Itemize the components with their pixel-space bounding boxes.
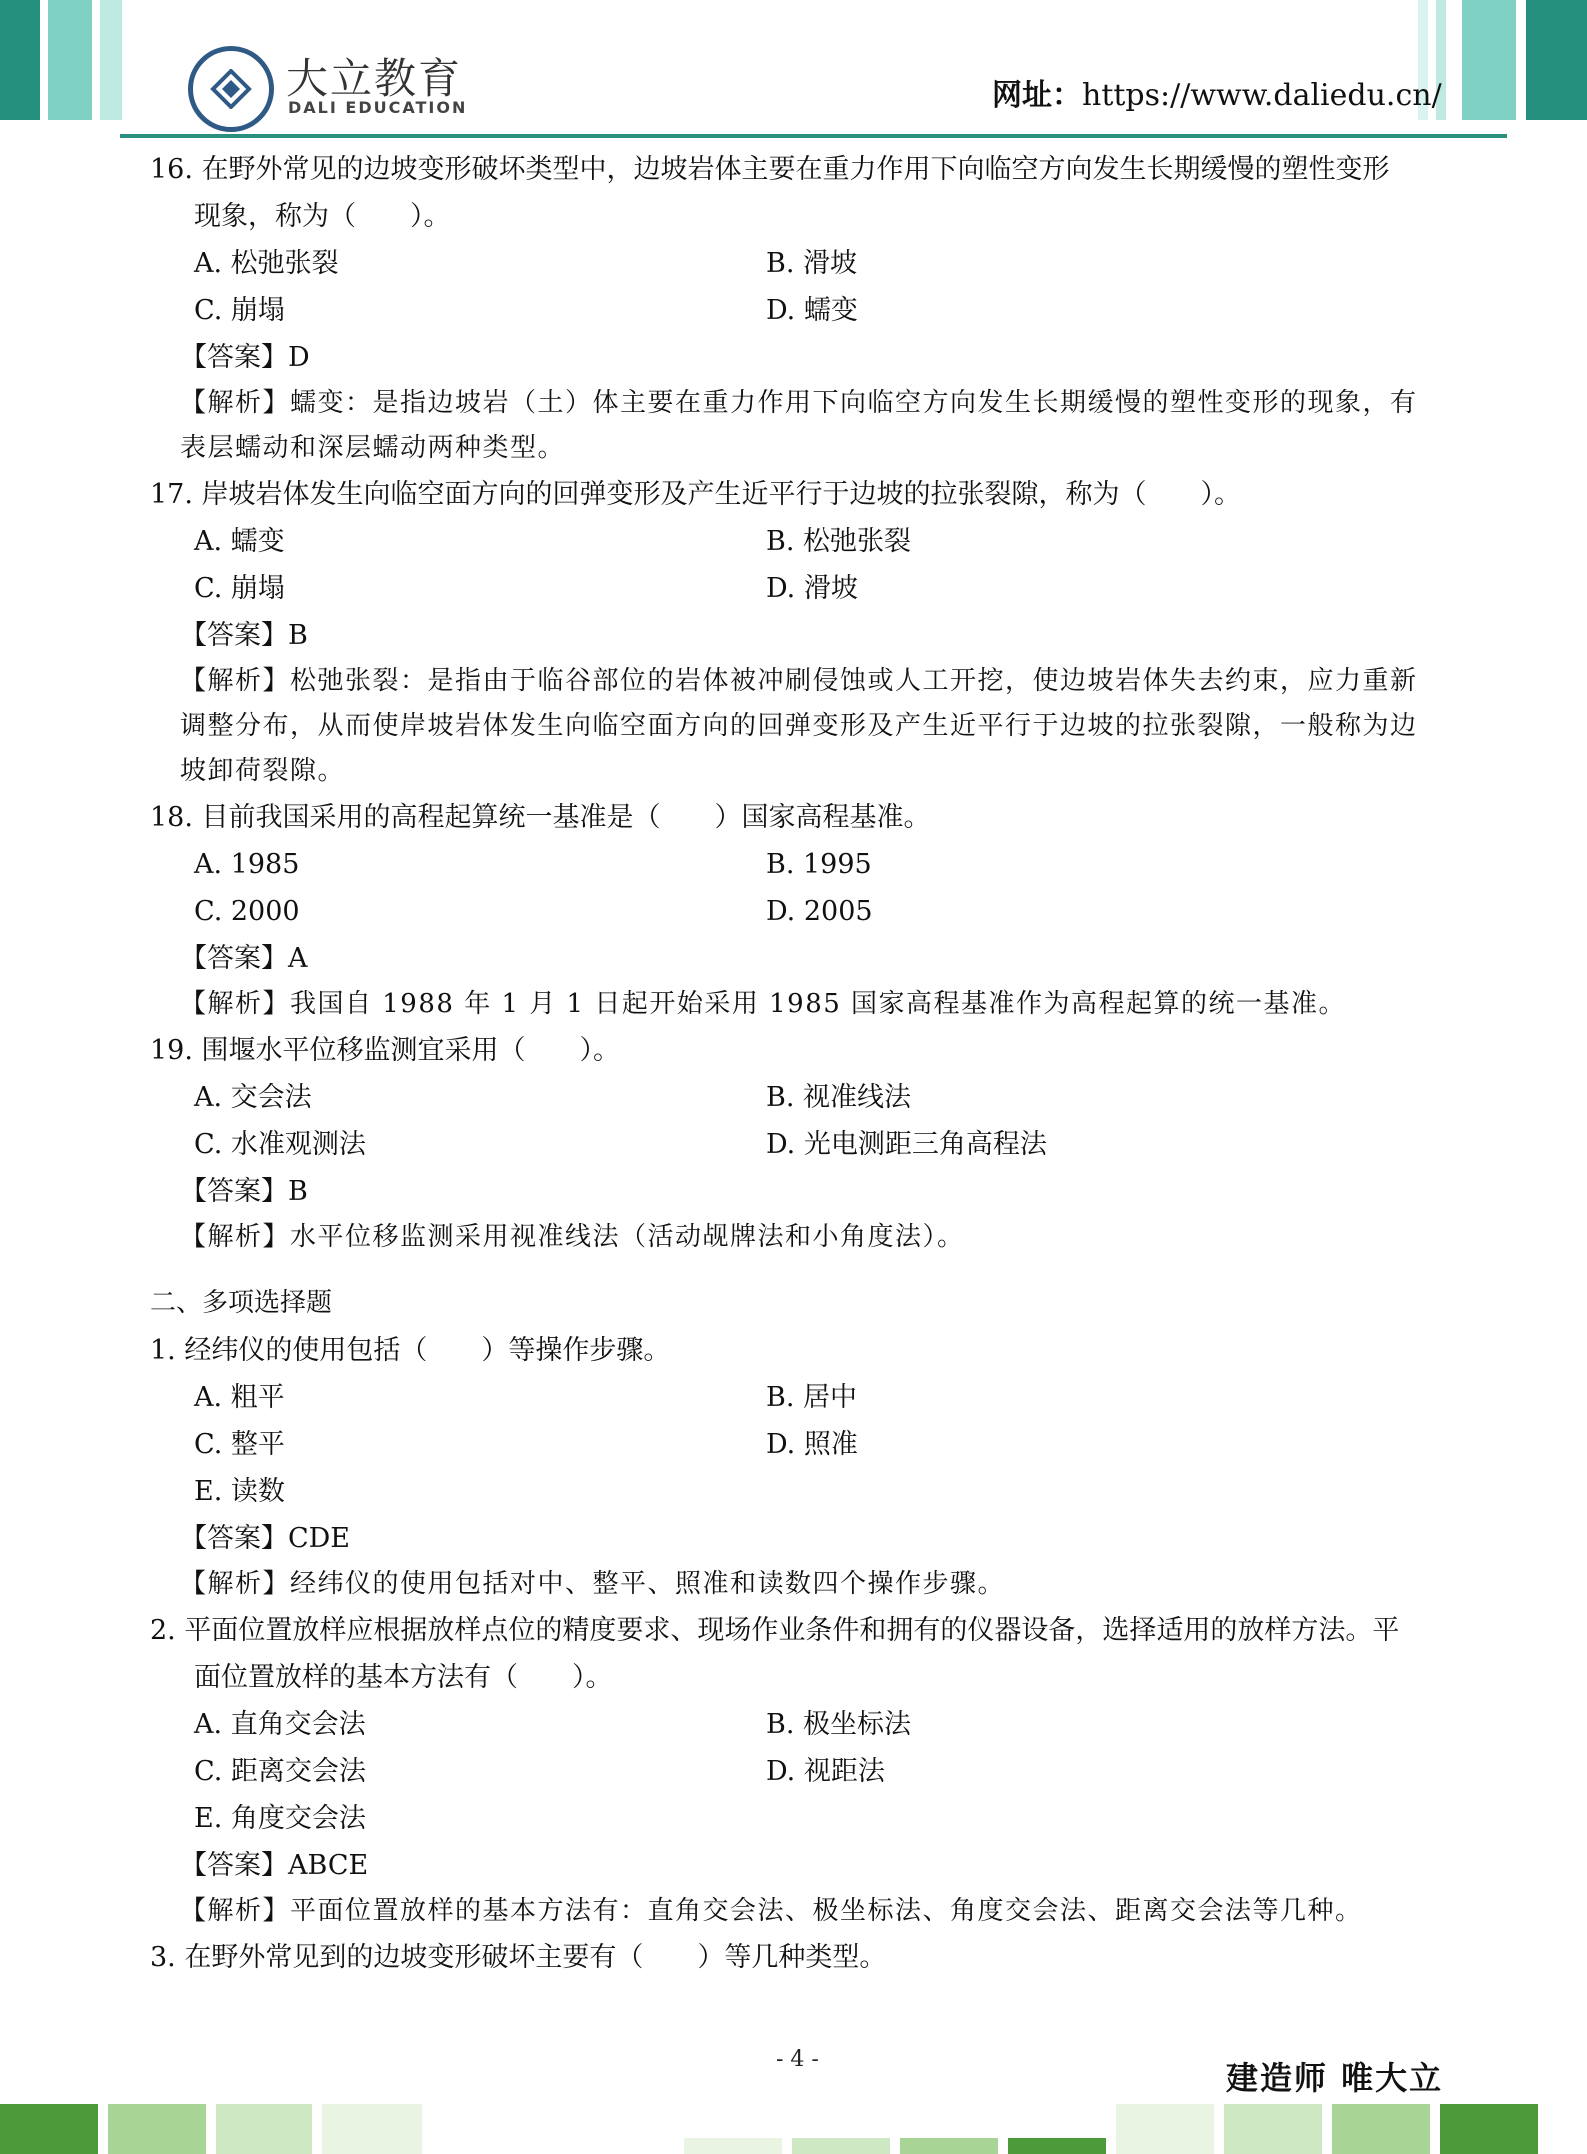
question-16-stem-line2: 现象，称为（ ）。 bbox=[194, 201, 451, 232]
logo-emblem-icon bbox=[209, 69, 253, 109]
option-a: A. 粗平 bbox=[194, 1382, 285, 1413]
header-stripe-left-3 bbox=[100, 0, 122, 120]
question-17-answer: 【答案】B bbox=[180, 620, 308, 651]
question-19-options-row2 bbox=[150, 1121, 1440, 1168]
header-stripe-left-2 bbox=[48, 0, 92, 120]
question-16-explanation-line2: 表层蠕动和深层蠕动两种类型。 bbox=[180, 433, 566, 463]
question-18-options-row2 bbox=[150, 888, 1440, 935]
option-c: C. 2000 bbox=[194, 896, 300, 927]
website-label: 网址： bbox=[992, 78, 1082, 113]
multi-question-1-options-row2 bbox=[150, 1421, 1440, 1468]
footer-block-6 bbox=[792, 2138, 890, 2154]
website-url[interactable]: https://www.daliedu.cn/ bbox=[1082, 78, 1442, 113]
option-b: B. 1995 bbox=[766, 849, 872, 880]
question-17-stem-line1: 17. 岸坡岩体发生向临空面方向的回弹变形及产生近平行于边坡的拉张裂隙，称为（ ）。 bbox=[150, 479, 1242, 510]
option-d: D. 光电测距三角高程法 bbox=[766, 1129, 1047, 1160]
footer-block-12 bbox=[1440, 2104, 1538, 2154]
option-d: D. 蠕变 bbox=[766, 295, 858, 326]
question-17-explanation-line3: 坡卸荷裂隙。 bbox=[180, 756, 346, 786]
multi-question-2-options-row1 bbox=[150, 1701, 1440, 1748]
multi-question-1-stem-line1: 1. 经纬仪的使用包括（ ）等操作步骤。 bbox=[150, 1335, 671, 1366]
option-d: D. 视距法 bbox=[766, 1756, 885, 1787]
option-b: B. 松弛张裂 bbox=[766, 526, 912, 557]
question-19-answer: 【答案】B bbox=[180, 1176, 308, 1207]
option-a: A. 直角交会法 bbox=[194, 1709, 366, 1740]
multi-question-2-explanation-line1: 【解析】平面位置放样的基本方法有：直角交会法、极坐标法、角度交会法、距离交会法等几种。 bbox=[180, 1896, 1363, 1926]
footer-block-1 bbox=[0, 2104, 98, 2154]
footer-block-5 bbox=[684, 2138, 782, 2154]
question-18-options-row1 bbox=[150, 841, 1440, 888]
page-number: - 4 - bbox=[776, 2047, 819, 2072]
question-19-explanation-line1: 【解析】水平位移监测采用视准线法（活动觇牌法和小角度法）。 bbox=[180, 1222, 965, 1252]
footer-block-2 bbox=[108, 2104, 206, 2154]
multi-question-2-stem-line1: 2. 平面位置放样应根据放样点位的精度要求、现场作业条件和拥有的仪器设备，选择适用的放样方法。平 bbox=[150, 1615, 1400, 1646]
header-stripe-left-1 bbox=[0, 0, 40, 120]
question-17-options-row1 bbox=[150, 518, 1440, 565]
footer-slogan: 建造师 唯大立 bbox=[1226, 2059, 1444, 2097]
option-c: C. 整平 bbox=[194, 1429, 285, 1460]
question-17-options-row2 bbox=[150, 565, 1440, 612]
footer-block-11 bbox=[1332, 2104, 1430, 2154]
option-b: B. 滑坡 bbox=[766, 248, 858, 279]
question-16-options-row2 bbox=[150, 287, 1440, 334]
question-19-stem-line1: 19. 围堰水平位移监测宜采用（ ）。 bbox=[150, 1035, 621, 1066]
header-stripe-right-4 bbox=[1526, 0, 1587, 120]
header-rule bbox=[120, 134, 1507, 138]
question-16-explanation-line1: 【解析】蠕变：是指边坡岩（土）体主要在重力作用下向临空方向发生长期缓慢的塑性变形的现象，有 bbox=[180, 388, 1418, 418]
option-c: C. 水准观测法 bbox=[194, 1129, 366, 1160]
multi-question-1-options-row1 bbox=[150, 1374, 1440, 1421]
option-a: A. 交会法 bbox=[194, 1082, 312, 1113]
multi-question-2-stem-line2: 面位置放样的基本方法有（ ）。 bbox=[194, 1662, 613, 1693]
option-c: C. 崩塌 bbox=[194, 295, 285, 326]
option-c: C. 崩塌 bbox=[194, 573, 285, 604]
question-16-answer: 【答案】D bbox=[180, 342, 310, 373]
option-e: E. 角度交会法 bbox=[194, 1803, 366, 1834]
option-b: B. 居中 bbox=[766, 1382, 858, 1413]
multi-question-2-options-row3 bbox=[150, 1795, 1440, 1842]
multi-question-1-answer: 【答案】CDE bbox=[180, 1523, 351, 1554]
question-17-explanation-line1: 【解析】松弛张裂：是指由于临谷部位的岩体被冲刷侵蚀或人工开挖，使边坡岩体失去约束，应力重新 bbox=[180, 666, 1418, 696]
option-b: B. 视准线法 bbox=[766, 1082, 912, 1113]
multi-question-3-stem-line1: 3. 在野外常见到的边坡变形破坏主要有（ ）等几种类型。 bbox=[150, 1942, 887, 1973]
question-17-explanation-line2: 调整分布，从而使岸坡岩体发生向临空面方向的回弹变形及产生近平行于边坡的拉张裂隙，一般称为边 bbox=[180, 711, 1418, 741]
question-19-options-row1 bbox=[150, 1074, 1440, 1121]
header-stripe-right-3 bbox=[1462, 0, 1516, 120]
footer-block-8 bbox=[1008, 2138, 1106, 2154]
page-content bbox=[150, 146, 1440, 1981]
option-d: D. 2005 bbox=[766, 896, 873, 927]
footer-block-10 bbox=[1224, 2104, 1322, 2154]
option-d: D. 滑坡 bbox=[766, 573, 858, 604]
option-e: E. 读数 bbox=[194, 1476, 285, 1507]
website[interactable] bbox=[992, 70, 1442, 114]
logo-emblem bbox=[188, 46, 274, 132]
footer-block-9 bbox=[1116, 2104, 1214, 2154]
section-title-multiple-choice: 二、多项选择题 bbox=[150, 1288, 333, 1318]
question-16-stem-line1: 16. 在野外常见的边坡变形破坏类型中，边坡岩体主要在重力作用下向临空方向发生长期缓慢的塑性变形 bbox=[150, 154, 1390, 185]
multi-question-1-explanation-line1: 【解析】经纬仪的使用包括对中、整平、照准和读数四个操作步骤。 bbox=[180, 1569, 1006, 1599]
question-18-stem-line1: 18. 目前我国采用的高程起算统一基准是（ ）国家高程基准。 bbox=[150, 802, 931, 833]
option-a: A. 松弛张裂 bbox=[194, 248, 339, 279]
footer-block-3 bbox=[216, 2104, 312, 2154]
multi-question-2-options-row2 bbox=[150, 1748, 1440, 1795]
option-d: D. 照准 bbox=[766, 1429, 858, 1460]
brand-name-en: DALI EDUCATION bbox=[288, 98, 468, 117]
multi-question-1-options-row3 bbox=[150, 1468, 1440, 1515]
footer-block-7 bbox=[900, 2138, 998, 2154]
option-a: A. 蠕变 bbox=[194, 526, 285, 557]
question-18-explanation-line1: 【解析】我国自 1988 年 1 月 1 日起开始采用 1985 国家高程基准作为高程起算的统一基准。 bbox=[180, 989, 1347, 1019]
question-18-answer: 【答案】A bbox=[180, 943, 308, 974]
option-c: C. 距离交会法 bbox=[194, 1756, 366, 1787]
brand-name-cn: 大立教育 bbox=[286, 54, 463, 103]
option-a: A. 1985 bbox=[194, 849, 300, 880]
footer-block-4 bbox=[322, 2104, 422, 2154]
multi-question-2-answer: 【答案】ABCE bbox=[180, 1850, 369, 1881]
option-b: B. 极坐标法 bbox=[766, 1709, 912, 1740]
question-16-options-row1 bbox=[150, 240, 1440, 287]
